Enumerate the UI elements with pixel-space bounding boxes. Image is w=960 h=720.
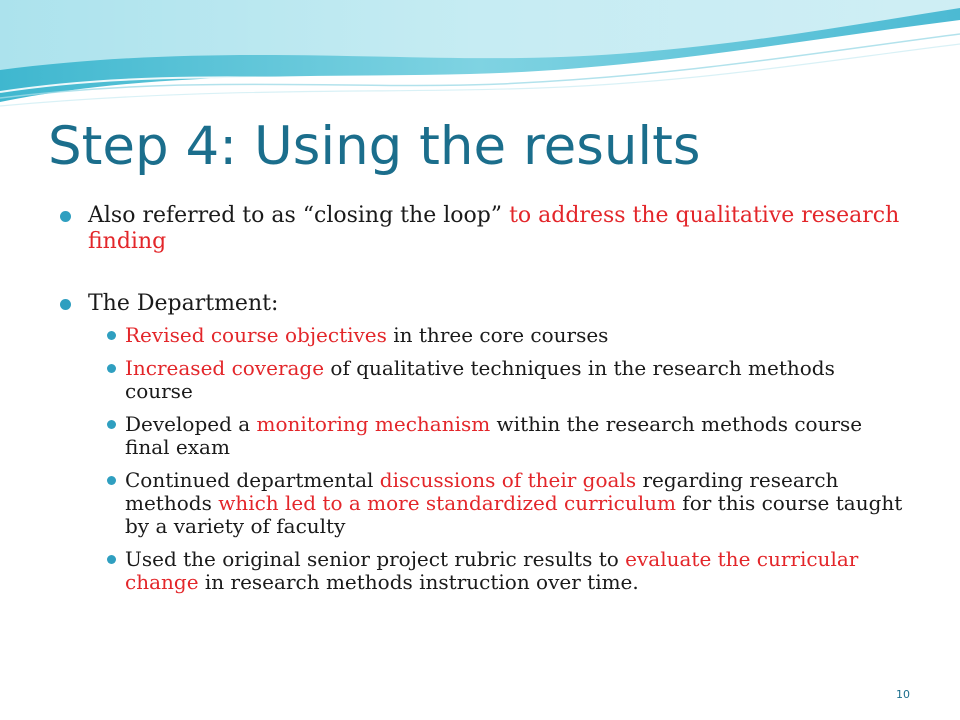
sub-bullet-text: Continued departmental	[125, 468, 380, 492]
sub-bullet-text-highlight: Increased coverage	[125, 356, 325, 380]
bullet-text-highlight: to address the qualitative research finding	[88, 203, 900, 254]
sub-bullet-increased-coverage	[88, 357, 908, 403]
header-wave-decoration	[0, 0, 960, 120]
bullet-dot-icon	[107, 476, 116, 485]
sub-bullet-text-highlight: Revised course objectives	[125, 323, 387, 347]
bullet-dot-icon	[107, 555, 116, 564]
sub-bullet-text: of qualitative techniques in the research methods course	[125, 356, 835, 403]
sub-bullet-text: within the research methods course final exam	[125, 412, 863, 459]
sub-bullet-text-highlight: evaluate the curricular change	[125, 547, 859, 594]
bullet-dot-icon	[60, 211, 71, 222]
bullet-the-department	[58, 291, 908, 594]
bullet-text: Also referred to as “closing the loop”	[88, 203, 510, 228]
sub-bullet-monitoring-mechanism	[88, 413, 908, 459]
sub-bullet-text: in research methods instruction over time.	[198, 570, 639, 594]
slide-title: Step 4: Using the results	[48, 116, 701, 177]
bullet-dot-icon	[107, 420, 116, 429]
sub-bullet-text: regarding research methods	[125, 468, 839, 515]
sub-bullet-list	[88, 324, 908, 594]
sub-bullet-text-highlight: discussions of their goals	[379, 468, 637, 492]
bullet-dot-icon	[60, 299, 71, 310]
page-number: 10	[896, 688, 910, 701]
sub-bullet-rubric-results	[88, 548, 908, 594]
sub-bullet-text: Used the original senior project rubric results to	[125, 547, 626, 571]
sub-bullet-revised-objectives	[88, 324, 908, 347]
sub-bullet-continued-discussions	[88, 469, 908, 538]
sub-bullet-text: in three core courses	[386, 323, 609, 347]
slide-body	[58, 203, 908, 594]
bullet-list	[58, 203, 908, 594]
bullet-closing-the-loop	[58, 203, 908, 255]
sub-bullet-text: for this course taught by a variety of faculty	[125, 491, 903, 538]
sub-bullet-text-highlight: which led to a more standardized curriculum	[218, 491, 676, 515]
bullet-dot-icon	[107, 364, 116, 373]
bullet-dot-icon	[107, 331, 116, 340]
sub-bullet-text: Developed a	[125, 412, 257, 436]
bullet-text: The Department:	[88, 291, 279, 316]
sub-bullet-text-highlight: monitoring mechanism	[256, 412, 491, 436]
